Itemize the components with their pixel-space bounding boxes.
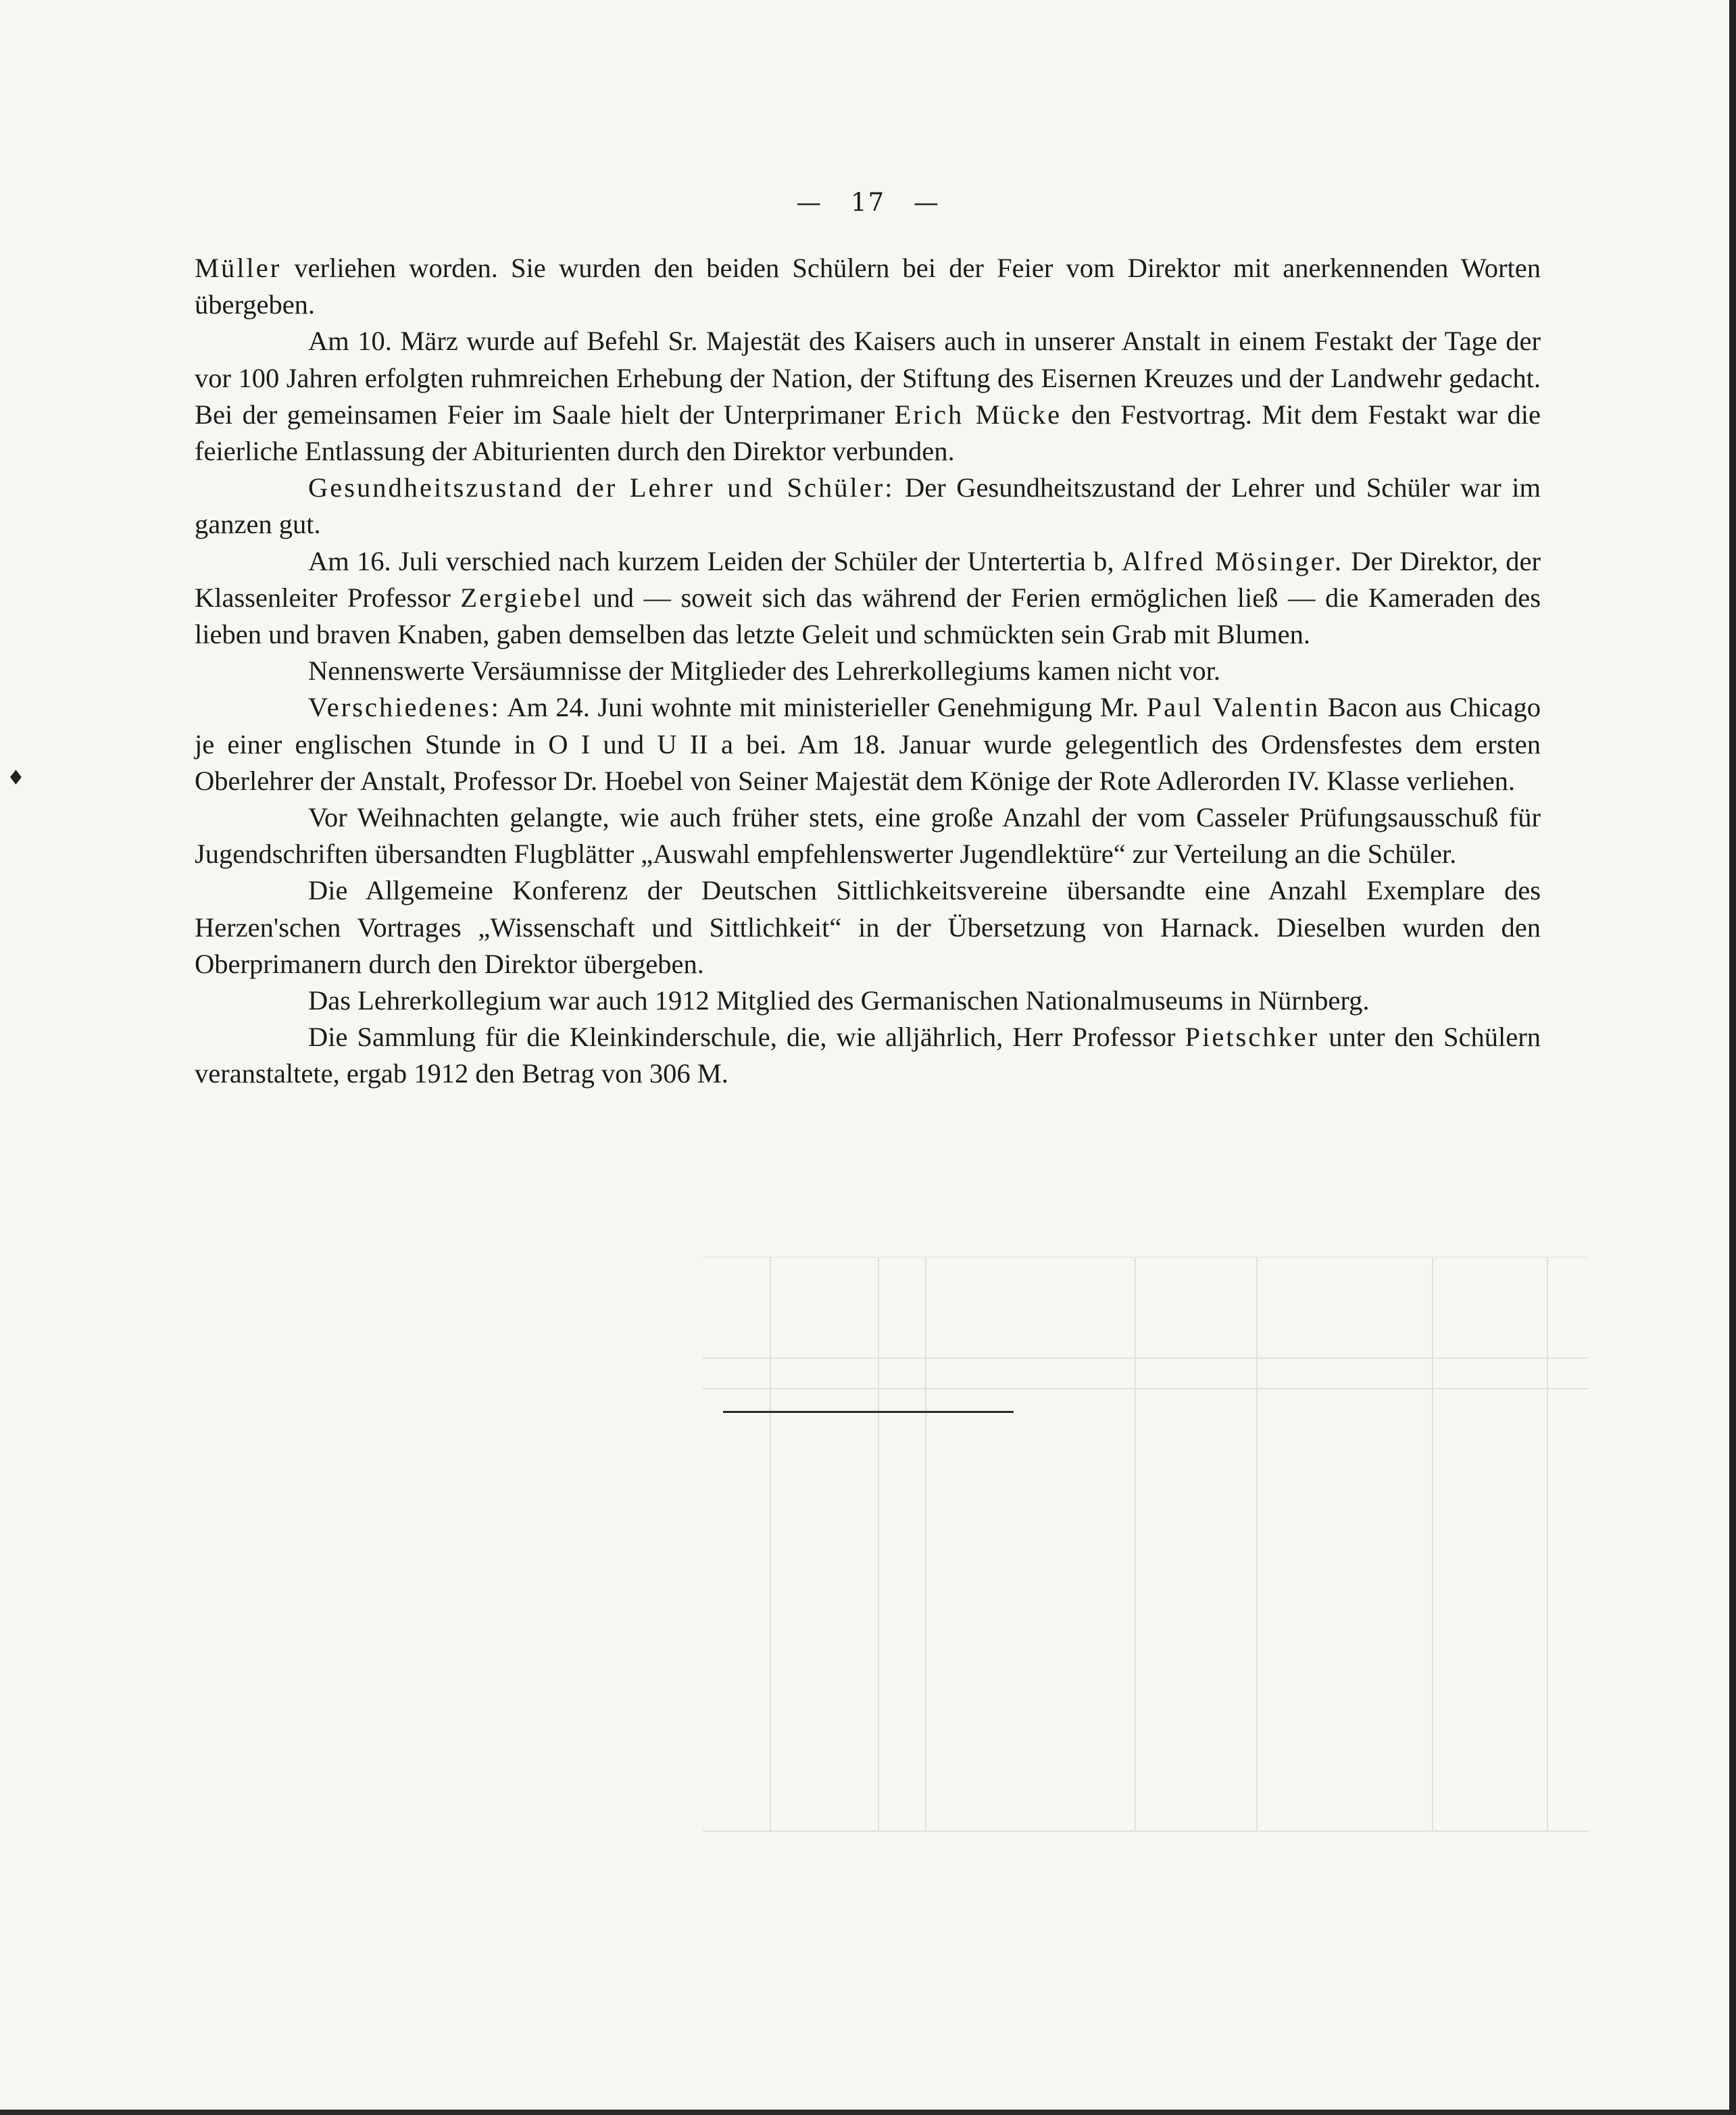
paragraph bbox=[195, 689, 1541, 799]
paragraph bbox=[195, 653, 1541, 689]
page-number-dash-left: — bbox=[796, 188, 823, 217]
emphasized-name: Gesundheitszustand der Lehrer und Schüler: bbox=[308, 472, 895, 503]
text-run: Das Lehrerkollegium war auch 1912 Mitglied des Germanischen Nationalmuseums in Nürnberg. bbox=[308, 985, 1370, 1016]
page-number-dash-right: — bbox=[913, 188, 940, 217]
paragraph bbox=[195, 250, 1541, 323]
margin-mark: ♦ bbox=[7, 766, 25, 790]
emphasized-name: Müller bbox=[195, 253, 282, 283]
page-number bbox=[0, 188, 1736, 217]
text-run: und — soweit sich das während der Ferien ermöglichen ließ — die Kameraden des lieben und braven Knaben, gaben demselben das letzte Geleit und schmückten sein Grab mit Blumen. bbox=[195, 582, 1541, 650]
text-run: Bacon aus Chicago je einer englischen Stunde in O I und U II a bei. Am 18. Januar wurde gelegentlich des Ordensfestes dem ersten Oberlehrer der Anstalt, Professor Dr. Hoebel von Seiner Majestät dem Könige der Rote Adlerorden IV. Klasse verliehen. bbox=[195, 692, 1541, 796]
text-run: Nennenswerte Versäumnisse der Mitglieder des Lehrerkollegiums kamen nicht vor. bbox=[308, 655, 1221, 687]
text-run: verliehen worden. Sie wurden den beiden Schülern bei der Feier vom Direktor mit anerkennenden Worten übergeben. bbox=[195, 253, 1541, 320]
text-run: Am 16. Juli verschied nach kurzem Leiden der Schüler der Untertertia b, bbox=[308, 545, 1122, 576]
end-rule bbox=[723, 1411, 1014, 1413]
emphasized-name: Pietschker bbox=[1185, 1022, 1320, 1053]
text-run: Der Direktor, der Klassenleiter Professor bbox=[195, 545, 1541, 613]
emphasized-name: Verschiedenes: bbox=[308, 692, 501, 723]
emphasized-name: Alfred Mösinger. bbox=[1121, 545, 1343, 576]
text-run: Am 10. März wurde auf Befehl Sr. Majestät des Kaisers auch in unserer Anstalt in einem Festakt der Tage der vor 100 Jahren erfolgten ruhmreichen Erhebung der Nation, der Stiftung des Eisernen Kreuzes und der Landwehr gedacht. Bei der gemeinsamen Feier im Saale hielt der Unterprimaner bbox=[195, 326, 1541, 430]
paragraph bbox=[195, 872, 1541, 982]
text-run: Der Gesundheitszustand der Lehrer und Schüler war im ganzen gut. bbox=[195, 472, 1541, 540]
text-run: Am 24. Juni wohnte mit ministerieller Genehmigung Mr. bbox=[500, 692, 1147, 723]
paragraph bbox=[195, 543, 1541, 653]
text-run: Die Sammlung für die Kleinkinderschule, die, wie alljährlich, Herr Professor bbox=[308, 1022, 1185, 1053]
emphasized-name: Erich Mücke bbox=[894, 399, 1062, 430]
emphasized-name: Zergiebel bbox=[460, 582, 583, 613]
paragraph bbox=[195, 982, 1541, 1019]
body-text bbox=[195, 250, 1541, 1093]
emphasized-name: Paul Valentin bbox=[1146, 692, 1320, 723]
paragraph bbox=[195, 799, 1541, 872]
text-run: Die Allgemeine Konferenz der Deutschen Sittlichkeitsvereine übersandte eine Anzahl Exemplare des Herzen'schen Vortrages „Wissenschaft und Sittlichkeit“ in der Übersetzung von Harnack. Dieselben wurden den Oberprimanern durch den Direktor übergeben. bbox=[195, 875, 1541, 979]
show-through-table bbox=[703, 1257, 1588, 1838]
paragraph bbox=[195, 1019, 1541, 1092]
text-run: Vor Weihnachten gelangte, wie auch früher stets, eine große Anzahl der vom Casseler Prüfungsausschuß für Jugendschriften übersandten Flugblätter „Auswahl empfehlenswerter Jugendlektüre“ zur Verteilung an die Schüler. bbox=[195, 802, 1541, 870]
page-number-value: 17 bbox=[850, 188, 886, 217]
text-run: den Festvortrag. Mit dem Festakt war die feierliche Entlassung der Abiturienten durch den Direktor verbunden. bbox=[195, 399, 1541, 467]
text-run: unter den Schülern veranstaltete, ergab 1912 den Betrag von 306 M. bbox=[195, 1022, 1541, 1089]
paragraph bbox=[195, 470, 1541, 543]
paragraph bbox=[195, 323, 1541, 470]
